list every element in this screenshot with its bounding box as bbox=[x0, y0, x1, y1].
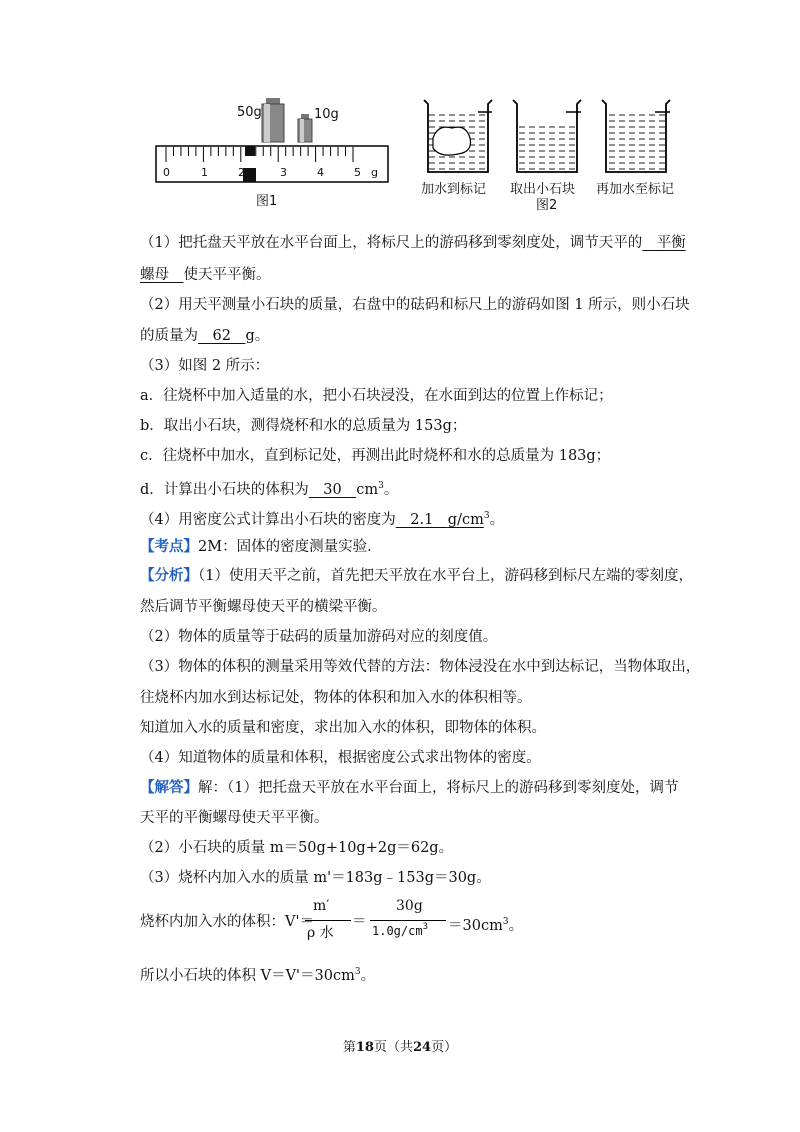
fraction-2-denominator bbox=[372, 922, 428, 938]
footer-text-1: 第 bbox=[342, 1040, 356, 1055]
weight-10g-label: 10g bbox=[314, 107, 339, 122]
footer-text-3: 页） bbox=[431, 1040, 458, 1055]
fraction-2-numerator: 30g bbox=[396, 898, 423, 914]
superscript-3: 3 bbox=[422, 922, 428, 932]
fraction-1-denominator: ρ 水 bbox=[307, 925, 334, 941]
tick-label-2: 2 bbox=[238, 166, 245, 179]
tick-label-3: 3 bbox=[280, 166, 287, 179]
question-3: （3）如图 2 所示： bbox=[140, 358, 270, 374]
q4-unit: g/cm bbox=[447, 512, 484, 528]
question-2-line-2 bbox=[140, 326, 269, 346]
fenxi-line-7: （4）知道物体的质量和体积，根据密度公式求出物体的密度。 bbox=[140, 750, 541, 766]
page-number: 18 bbox=[355, 1040, 374, 1055]
fenxi-line-5: 往烧杯内加水到达标记处，物体的体积和加入水的体积相等。 bbox=[140, 690, 532, 706]
q1-text: （1）把托盘天平放在水平台面上，将标尺上的游码移到零刻度处，调节天平的 bbox=[140, 235, 643, 251]
figure-1-caption: 图1 bbox=[256, 194, 278, 209]
fenxi-line-6: 知道加入水的质量和密度，求出加入水的体积，即物体的体积。 bbox=[140, 720, 546, 736]
footer-text-2: 页（共 bbox=[373, 1040, 413, 1055]
final-line bbox=[140, 962, 375, 986]
q2-unit: g。 bbox=[245, 328, 270, 344]
kaodian bbox=[140, 537, 382, 557]
beaker-3-icon bbox=[602, 100, 670, 172]
period: 。 bbox=[489, 512, 505, 528]
fenxi-line-4: （3）物体的体积的测量采用等效代替的方法：物体浸没在水中到达标记，当物体取出， bbox=[140, 659, 701, 675]
q2-answer: 62 bbox=[198, 328, 246, 344]
tick-label-0: 0 bbox=[163, 166, 170, 179]
jieda-tag: 【解答】 bbox=[140, 779, 198, 796]
fraction-1-bar bbox=[305, 920, 351, 921]
q1-text-end: 使天平平衡。 bbox=[183, 267, 271, 283]
beaker-1-icon bbox=[424, 100, 492, 172]
step-d bbox=[140, 476, 398, 500]
period: 。 bbox=[383, 482, 399, 498]
period: 。 bbox=[360, 968, 376, 984]
jieda-line-4: （3）烧杯内加入水的质量 m'＝183g﹣153g＝30g。 bbox=[140, 870, 491, 886]
fenxi-line-3: （2）物体的质量等于砝码的质量加游码对应的刻度值。 bbox=[140, 629, 498, 645]
weight-50g-icon bbox=[262, 98, 284, 142]
page-footer bbox=[0, 1036, 800, 1055]
fraction-2-denominator-text: 1.0g/cm bbox=[372, 924, 423, 938]
step-d-text: d．计算出小石块的体积为 bbox=[140, 482, 309, 498]
beaker-2-icon bbox=[513, 100, 581, 172]
tick-label-5: 5 bbox=[354, 166, 361, 179]
jieda-line-3: （2）小石块的质量 m＝50g+10g+2g＝62g。 bbox=[140, 840, 454, 856]
q1-answer-part-1: 平衡 bbox=[642, 235, 686, 251]
step-d-unit: cm bbox=[356, 482, 379, 498]
q4-answer: 2.1 bbox=[395, 512, 448, 528]
fenxi-tag: 【分析】 bbox=[140, 567, 198, 584]
tick-label-1: 1 bbox=[201, 166, 208, 179]
question-1-line-2 bbox=[140, 265, 271, 285]
beaker-1-label: 加水到标记 bbox=[421, 182, 487, 197]
figure-2-caption: 图2 bbox=[536, 198, 558, 213]
q1-answer-part-2: 螺母 bbox=[140, 267, 184, 283]
fraction-2 bbox=[370, 898, 446, 944]
period: 。 bbox=[508, 918, 524, 934]
final-line-text: 所以小石块的体积 V＝V'＝30cm bbox=[140, 968, 355, 984]
volume-prefix: 烧杯内加入水的体积：V'＝ bbox=[140, 914, 314, 930]
jieda-line-1 bbox=[140, 778, 678, 798]
superscript-3: 3 bbox=[378, 481, 384, 491]
kaodian-tag: 【考点】 bbox=[140, 538, 198, 555]
question-2-line-1: （2）用天平测量小石块的质量，右盘中的砝码和标尺上的游码如图 1 所示，则小石块 bbox=[140, 297, 690, 313]
jieda-line-2: 天平的平衡螺母使天平平衡。 bbox=[140, 810, 329, 826]
superscript-3: 3 bbox=[483, 511, 490, 521]
step-c: c．往烧杯中加水，直到标记处，再测出此时烧杯和水的总质量为 183g； bbox=[140, 448, 611, 464]
kaodian-text: 2M：固体的密度测量实验． bbox=[198, 539, 382, 555]
superscript-3: 3 bbox=[502, 917, 509, 927]
tick-label-4: 4 bbox=[317, 166, 324, 179]
weight-50g-label: 50g bbox=[237, 105, 262, 120]
figure-2-beakers bbox=[418, 94, 688, 176]
weight-10g-icon bbox=[298, 114, 312, 142]
total-pages: 24 bbox=[413, 1040, 432, 1055]
q2-text: 的质量为 bbox=[140, 328, 198, 344]
step-a: a．往烧杯中加入适量的水，把小石块浸没，在水面到达的位置上作标记； bbox=[140, 388, 613, 404]
fenxi-line-2: 然后调节平衡螺母使天平的横梁平衡。 bbox=[140, 599, 387, 615]
volume-result-text: ＝30cm bbox=[448, 918, 503, 934]
beaker-2-label: 取出小石块 bbox=[510, 182, 576, 197]
fenxi-text-1: （1）使用天平之前，首先把天平放在水平台上，游码移到标尺左端的零刻度， bbox=[198, 568, 693, 584]
fraction-1 bbox=[305, 898, 351, 944]
volume-result bbox=[448, 912, 523, 936]
scale-unit: g bbox=[371, 166, 378, 179]
question-1-line-1 bbox=[140, 233, 686, 253]
superscript-3: 3 bbox=[354, 967, 361, 977]
fraction-1-numerator: m′ bbox=[313, 898, 330, 914]
equals-sign: ＝ bbox=[352, 914, 367, 930]
fraction-2-bar bbox=[370, 920, 446, 921]
question-4 bbox=[140, 506, 504, 530]
jieda-text-1: 解：（1）把托盘天平放在水平台面上，将标尺上的游码移到零刻度处，调节 bbox=[198, 780, 679, 796]
fenxi-line-1 bbox=[140, 566, 693, 586]
step-b: b．取出小石块，测得烧杯和水的总质量为 153g； bbox=[140, 418, 467, 434]
beaker-3-label: 再加水至标记 bbox=[596, 182, 675, 197]
q4-text: （4）用密度公式计算出小石块的密度为 bbox=[140, 512, 396, 528]
step-d-answer: 30 bbox=[308, 482, 357, 498]
